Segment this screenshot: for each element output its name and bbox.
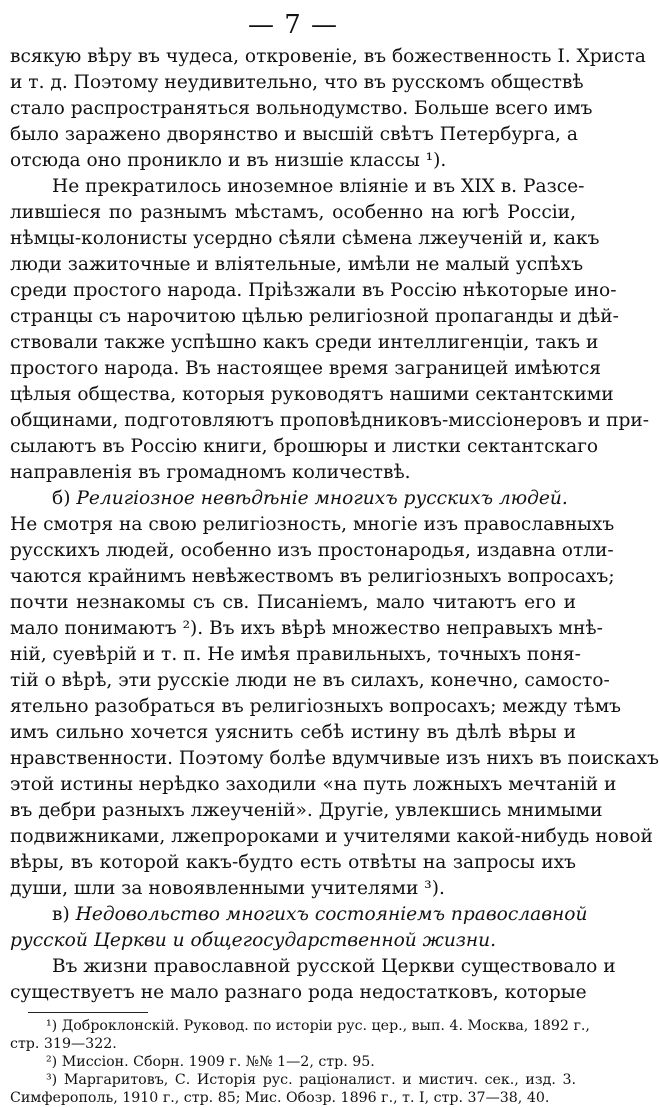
text-line: ствовали также успѣшно какъ среди интеллигенціи, такъ и [10,332,599,353]
text-line: тій о вѣрѣ, эти русскіе люди не въ силахъ, конечно, самосто- [10,670,610,691]
footnote-2 [10,1053,576,1071]
section-v-label: в) [52,904,70,925]
text-line: среди простого народа. Пріѣзжали въ Россію нѣкоторые ино- [10,280,617,301]
text-line: простого народа. Въ настоящее время заграницей имѣются [10,358,602,379]
text-line: нравственности. Поэтому болѣе вдумчивые изъ нихъ въ поискахъ [10,748,659,769]
footnote-3 [10,1071,576,1107]
main-text [10,44,659,1006]
text-line: ятельно разобраться въ религіозныхъ вопросахъ; между тѣмъ [10,696,621,717]
footnote-line: ²) Миссіон. Сборн. 1909 г. №№ 1—2, стр. 95. [46,1054,375,1070]
text-line: существуетъ не мало разнаго рода недостатковъ, которые [10,982,587,1003]
text-line: ній, суевѣрій и т. п. Не имѣя правильныхъ, точныхъ поня- [10,644,581,665]
footnote-line: ¹) Доброклонскій. Руковод. по исторіи рус. цер., вып. 4. Москва, 1892 г., [46,1018,590,1034]
footnote-line: стр. 319—322. [10,1036,117,1052]
section-v-title-line: русской Церкви и общегосударственной жизни. [10,930,497,951]
text-line: странцы съ нарочитою цѣлью религіозной пропаганды и дѣй- [10,306,619,327]
footnote-line: Симферополь, 1910 г., стр. 85; Мис. Обозр. 1896 г., т. I, стр. 37—38, 40. [10,1090,550,1106]
section-v-title-line: Недовольство многихъ состояніемъ православной [75,904,588,925]
section-v [10,902,616,1006]
text-line: цѣлыя общества, которыя руководятъ нашими сектантскими [10,384,614,405]
text-line: Въ жизни православной русской Церкви существовало и [52,956,616,977]
text-line: лившіеся по разнымъ мѣстамъ, особенно на югѣ Россіи, [10,202,576,223]
section-v-heading [10,902,588,928]
page-number: — 7 — [247,10,339,40]
text-line: мало понимаютъ ²). Въ ихъ вѣрѣ множество неправыхъ мнѣ- [10,618,603,639]
text-line: вѣры, въ которой какъ-будто есть отвѣты на запросы ихъ [10,852,576,873]
paragraph-1 [10,44,646,174]
footnote-1 [10,1017,590,1053]
text-line: отсюда оно проникло и въ низшіе классы ¹). [10,150,447,171]
footnotes [10,1017,590,1107]
section-b [10,486,659,902]
text-line: направленія въ громадномъ количествѣ. [10,462,411,483]
text-line: души, шли за новоявленными учителями ³). [10,878,445,899]
text-line: Не прекратилось иноземное вліяніе и въ XIX в. Разсе- [52,176,585,197]
section-b-title: Религіозное невѣдѣніе многихъ русскихъ людей. [76,488,568,509]
footnote-divider [28,1012,148,1013]
text-line: Не смотря на свою религіозность, многіе изъ православныхъ [10,514,615,535]
paragraph-2 [10,174,650,486]
text-line: русскихъ людей, особенно изъ простонародья, издавна отли- [10,540,614,561]
text-line: имъ сильно хочется уяснить себѣ истину въ дѣлѣ вѣры и [10,722,576,743]
text-line: общинами, подготовляютъ проповѣдниковъ-миссіонеровъ и при- [10,410,650,431]
text-line: подвижниками, лжепророками и учителями какой-нибудь новой [10,826,653,847]
text-line: было заражено дворянство и высшій свѣтъ Петербурга, а [10,124,578,145]
footnote-line: ³) Маргаритовъ, С. Исторія рус. раціоналист. и мистич. сек., изд. 3. [46,1072,576,1088]
text-line: почти незнакомы съ св. Писаніемъ, мало читаютъ его и [10,592,576,613]
text-line: стало распространяться вольнодумство. Больше всего имъ [10,98,593,119]
section-b-label: б) [52,488,71,509]
text-line: и т. д. Поэтому неудивительно, что въ русскомъ обществѣ [10,72,584,93]
text-line: люди зажиточные и вліятельные, имѣли не малый успѣхъ [10,254,584,275]
text-line: всякую вѣру въ чудеса, откровеніе, въ божественность I. Христа [10,46,646,67]
text-line: чаются крайнимъ невѣжествомъ въ религіозныхъ вопросахъ; [10,566,615,587]
text-line: въ дебри разныхъ лжеученій». Другіе, увлекшись мнимыми [10,800,603,821]
text-line: нѣмцы-колонисты усердно сѣяли сѣмена лжеученій и, какъ [10,228,600,249]
text-line: сылаютъ въ Россію книги, брошюры и листки сектантскаго [10,436,599,457]
text-line: этой истины нерѣдко заходили «на путь ложныхъ мечтаній и [10,774,617,795]
section-b-heading [10,486,576,512]
